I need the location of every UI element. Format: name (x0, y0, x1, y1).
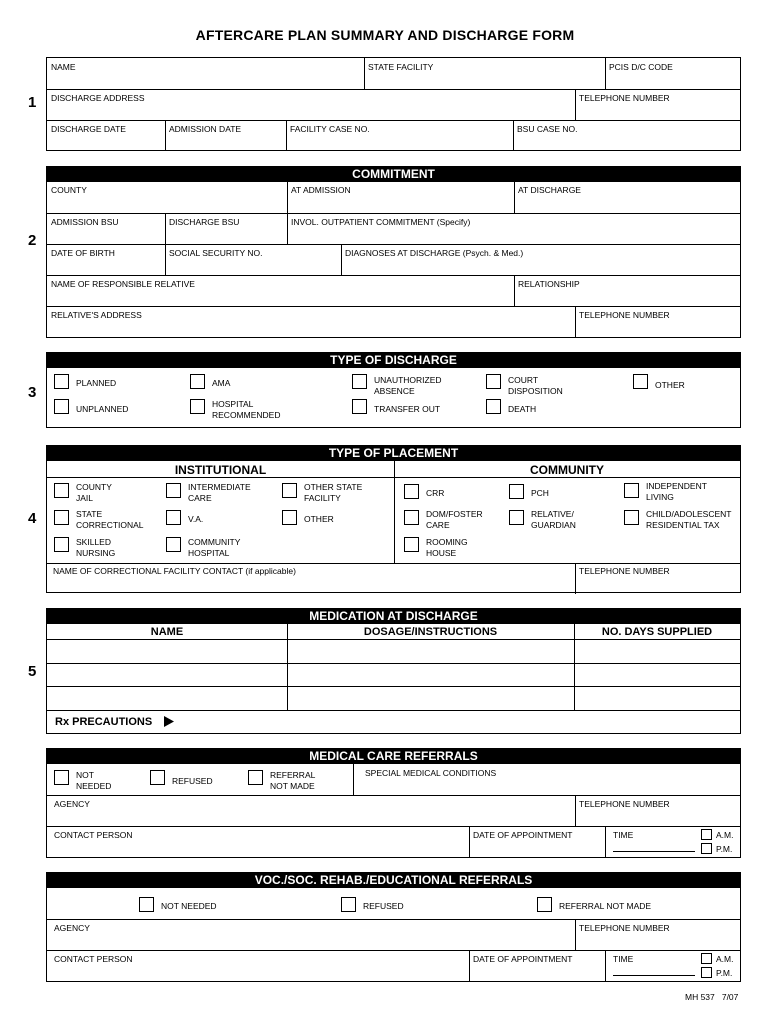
other-discharge-label: OTHER (655, 380, 685, 390)
medical-refused-checkbox[interactable] (150, 770, 165, 785)
county-jail-checkbox[interactable] (54, 483, 69, 498)
at-discharge-label: AT DISCHARGE (518, 185, 581, 195)
hospital-recommended-label-1: HOSPITAL (212, 399, 254, 409)
section-commitment (46, 166, 741, 338)
diagnoses-label: DIAGNOSES AT DISCHARGE (Psych. & Med.) (345, 248, 524, 258)
court-disposition-checkbox[interactable] (486, 374, 501, 389)
medical-am-label: A.M. (716, 830, 734, 840)
child-adolescent-checkbox[interactable] (624, 510, 639, 525)
court-label-2: DISPOSITION (508, 386, 563, 396)
relative-telephone-label: TELEPHONE NUMBER (579, 310, 670, 320)
pcis-label: PCIS D/C CODE (609, 62, 673, 72)
responsible-relative-label: NAME OF RESPONSIBLE RELATIVE (51, 279, 195, 289)
relative-guardian-checkbox[interactable] (509, 510, 524, 525)
dosage-column: DOSAGE/INSTRUCTIONS (363, 626, 498, 638)
section-medical-referrals (46, 748, 741, 858)
court-label-1: COURT (508, 375, 539, 385)
medical-referrals-header: MEDICAL CARE REFERRALS (47, 749, 740, 764)
ama-label: AMA (212, 378, 231, 388)
medical-not-needed-checkbox[interactable] (54, 770, 69, 785)
medical-not-needed-label-2: NEEDED (76, 781, 112, 791)
medical-referral-not-made-checkbox[interactable] (248, 770, 263, 785)
discharge-address-label: DISCHARGE ADDRESS (51, 93, 145, 103)
voc-am-label: A.M. (716, 954, 734, 964)
rx-precautions-label: Rx PRECAUTIONS (55, 716, 153, 728)
other-state-label-1: OTHER STATE (304, 482, 363, 492)
name-label: NAME (51, 62, 76, 72)
voc-telephone-label: TELEPHONE NUMBER (579, 923, 670, 933)
unplanned-label: UNPLANNED (76, 404, 129, 414)
child-adolescent-label-1: CHILD/ADOLESCENT (646, 509, 732, 519)
voc-referral-not-made-label: REFERRAL NOT MADE (559, 901, 652, 911)
other-state-facility-checkbox[interactable] (282, 483, 297, 498)
planned-checkbox[interactable] (54, 374, 69, 389)
medical-agency-label: AGENCY (54, 799, 90, 809)
institutional-heading: INSTITUTIONAL (174, 463, 267, 477)
section-number-5: 5 (28, 663, 37, 680)
rooming-house-label-2: HOUSE (426, 548, 457, 558)
county-jail-label-1: COUNTY (76, 482, 112, 492)
child-adolescent-label-2: RESIDENTIAL TAX (646, 520, 720, 530)
ama-checkbox[interactable] (190, 374, 205, 389)
community-hospital-label-1: COMMUNITY (188, 537, 241, 547)
section-medication (46, 608, 741, 734)
discharge-date-label: DISCHARGE DATE (51, 124, 126, 134)
facility-case-label: FACILITY CASE NO. (290, 124, 370, 134)
crr-checkbox[interactable] (404, 484, 419, 499)
medical-telephone-label: TELEPHONE NUMBER (579, 799, 670, 809)
special-conditions-label: SPECIAL MEDICAL CONDITIONS (365, 768, 497, 778)
relative-guardian-label-1: RELATIVE/ (531, 509, 574, 519)
relationship-label: RELATIONSHIP (518, 279, 580, 289)
unauthorized-absence-checkbox[interactable] (352, 374, 367, 389)
discharge-bsu-label: DISCHARGE BSU (169, 217, 240, 227)
other-state-label-2: FACILITY (304, 493, 341, 503)
state-correctional-label-1: STATE (76, 509, 103, 519)
section-number-2: 2 (28, 232, 37, 249)
discharge-type-header: TYPE OF DISCHARGE (47, 353, 740, 368)
dom-foster-checkbox[interactable] (404, 510, 419, 525)
admission-bsu-label: ADMISSION BSU (51, 217, 119, 227)
intermediate-care-checkbox[interactable] (166, 483, 181, 498)
voc-time-line[interactable] (613, 975, 695, 976)
va-checkbox[interactable] (166, 510, 181, 525)
voc-am-checkbox[interactable] (701, 953, 712, 964)
other-discharge-checkbox[interactable] (633, 374, 648, 389)
skilled-nursing-label-2: NURSING (76, 548, 116, 558)
skilled-nursing-label-1: SKILLED (76, 537, 111, 547)
commitment-header: COMMITMENT (47, 167, 740, 182)
medication-header: MEDICATION AT DISCHARGE (47, 609, 740, 624)
community-heading: COMMUNITY (530, 463, 604, 477)
state-correctional-checkbox[interactable] (54, 510, 69, 525)
section-number-1: 1 (28, 94, 37, 111)
voc-referral-not-made-checkbox[interactable] (537, 897, 552, 912)
community-hospital-label-2: HOSPITAL (188, 548, 230, 558)
unauthorized-label-2: ABSENCE (374, 386, 415, 396)
medical-am-checkbox[interactable] (701, 829, 712, 840)
form-title: AFTERCARE PLAN SUMMARY AND DISCHARGE FORM (195, 27, 575, 43)
county-label: COUNTY (51, 185, 87, 195)
independent-living-label-2: LIVING (646, 492, 674, 502)
telephone-label: TELEPHONE NUMBER (579, 93, 670, 103)
medical-refused-label: REFUSED (172, 776, 213, 786)
ssn-label: SOCIAL SECURITY NO. (169, 248, 263, 258)
planned-label: PLANNED (76, 378, 117, 388)
intermediate-care-label-1: INTERMEDIATE (188, 482, 251, 492)
unauthorized-label-1: UNAUTHORIZED (374, 375, 442, 385)
medical-referral-label-1: REFERRAL (270, 770, 316, 780)
county-jail-label-2: JAIL (76, 493, 94, 503)
voc-refused-checkbox[interactable] (341, 897, 356, 912)
intermediate-care-label-2: CARE (188, 493, 212, 503)
relative-guardian-label-2: GUARDIAN (531, 520, 576, 530)
voc-not-needed-checkbox[interactable] (139, 897, 154, 912)
death-label: DEATH (508, 404, 537, 414)
hospital-recommended-label-2: RECOMMENDED (212, 410, 281, 420)
medical-contact-label: CONTACT PERSON (54, 830, 133, 840)
correctional-contact-label: NAME OF CORRECTIONAL FACILITY CONTACT (if applicable) (53, 566, 296, 576)
medical-pm-label: P.M. (716, 844, 733, 854)
medical-not-needed-label-1: NOT (76, 770, 94, 780)
other-institutional-checkbox[interactable] (282, 510, 297, 525)
voc-contact-label: CONTACT PERSON (54, 954, 133, 964)
unplanned-checkbox[interactable] (54, 399, 69, 414)
section-type-of-discharge (46, 352, 741, 428)
form-code-footer: MH 537 7/07 (685, 992, 739, 1002)
voc-not-needed-label: NOT NEEDED (161, 901, 217, 911)
medical-referral-label-2: NOT MADE (270, 781, 315, 791)
voc-time-label: TIME (613, 954, 634, 964)
section-number-3: 3 (28, 384, 37, 401)
hospital-recommended-checkbox[interactable] (190, 399, 205, 414)
play-arrow-icon (164, 716, 174, 727)
section-voc-referrals (46, 872, 741, 982)
dom-foster-label-2: CARE (426, 520, 450, 530)
rooming-house-label-1: ROOMING (426, 537, 468, 547)
state-facility-label: STATE FACILITY (368, 62, 434, 72)
rooming-house-checkbox[interactable] (404, 537, 419, 552)
medication-name-column: NAME (150, 626, 184, 638)
bsu-case-label: BSU CASE NO. (517, 124, 578, 134)
days-supplied-column: NO. DAYS SUPPLIED (601, 626, 713, 638)
va-label: V.A. (188, 514, 204, 524)
relative-address-label: RELATIVE'S ADDRESS (51, 310, 142, 320)
voc-refused-label: REFUSED (363, 901, 404, 911)
dom-foster-label-1: DOM/FOSTER (426, 509, 483, 519)
other-institutional-label: OTHER (304, 514, 334, 524)
section-patient-info (46, 57, 741, 151)
pch-label: PCH (531, 488, 549, 498)
section-number-4: 4 (28, 510, 37, 527)
medical-date-appt-label: DATE OF APPOINTMENT (473, 830, 573, 840)
voc-date-appt-label: DATE OF APPOINTMENT (473, 954, 573, 964)
voc-agency-label: AGENCY (54, 923, 90, 933)
crr-label: CRR (426, 488, 445, 498)
at-admission-label: AT ADMISSION (291, 185, 351, 195)
skilled-nursing-checkbox[interactable] (54, 537, 69, 552)
state-correctional-label-2: CORRECTIONAL (76, 520, 144, 530)
voc-pm-label: P.M. (716, 968, 733, 978)
medical-pm-checkbox[interactable] (701, 843, 712, 854)
independent-living-label-1: INDEPENDENT (646, 481, 707, 491)
admission-date-label: ADMISSION DATE (169, 124, 242, 134)
dob-label: DATE OF BIRTH (51, 248, 115, 258)
invol-commitment-label: INVOL. OUTPATIENT COMMITMENT (Specify) (291, 217, 471, 227)
medical-time-label: TIME (613, 830, 634, 840)
voc-pm-checkbox[interactable] (701, 967, 712, 978)
medical-time-line[interactable] (613, 851, 695, 852)
transfer-out-label: TRANSFER OUT (374, 404, 441, 414)
independent-living-checkbox[interactable] (624, 483, 639, 498)
pch-checkbox[interactable] (509, 484, 524, 499)
placement-header: TYPE OF PLACEMENT (47, 446, 740, 461)
correctional-telephone-label: TELEPHONE NUMBER (579, 566, 670, 576)
death-checkbox[interactable] (486, 399, 501, 414)
voc-referrals-header: VOC./SOC. REHAB./EDUCATIONAL REFERRALS (47, 873, 740, 888)
section-type-of-placement (46, 445, 741, 593)
community-hospital-checkbox[interactable] (166, 537, 181, 552)
transfer-out-checkbox[interactable] (352, 399, 367, 414)
